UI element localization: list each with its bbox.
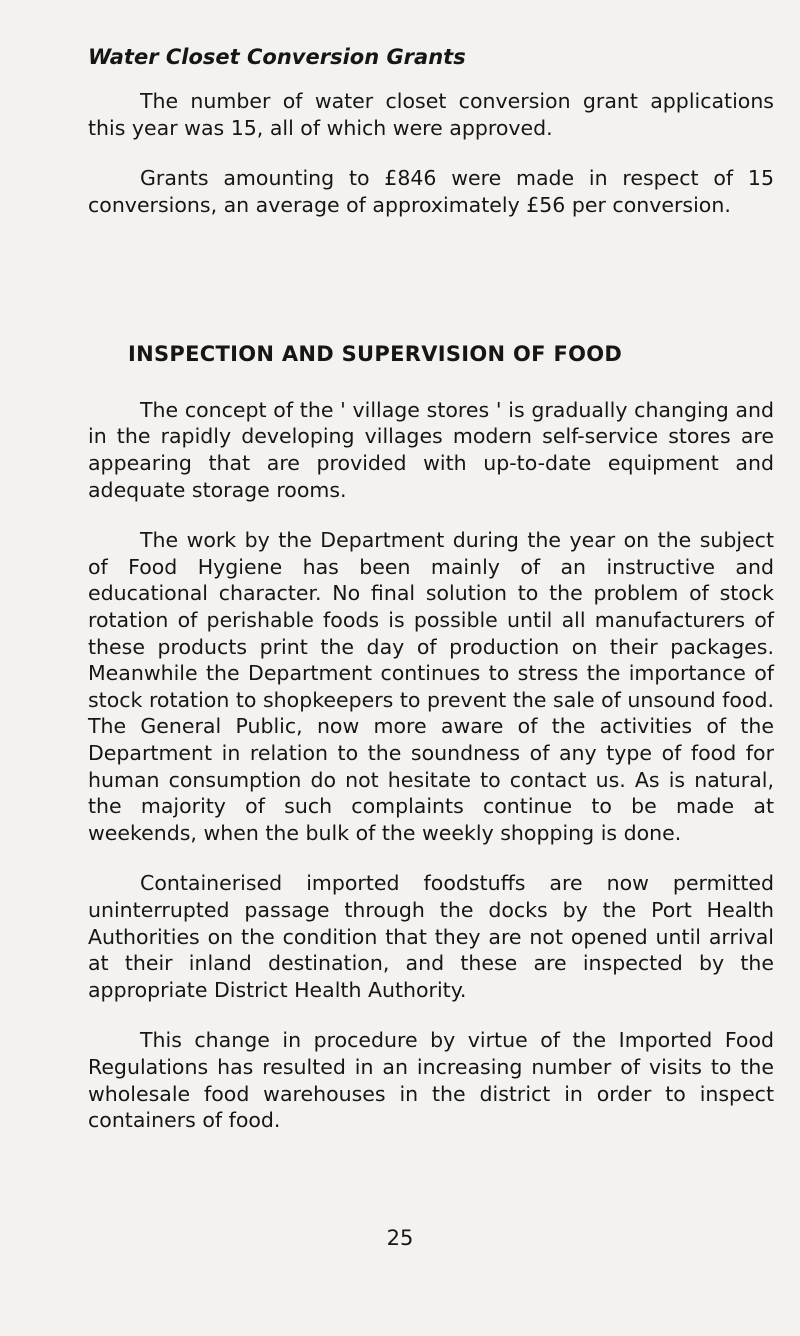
- paragraph-grants-amount: Grants amounting to £846 were made in respect of 15 conversions, an average of approximately £56 per conversion.: [88, 166, 774, 218]
- section-heading-wc-grants: Water Closet Conversion Grants: [88, 45, 466, 69]
- paragraph-applications: The number of water closet conversion grant applications this year was 15, all of which were approved.: [88, 89, 774, 140]
- paragraph-village-stores: The concept of the ' village stores ' is gradually changing and in the rapidly developing villages modern self-service stores are appearing that are provided with up-to-date equipment and adequate storage rooms.: [88, 397, 774, 502]
- paragraph-procedure-change: This change in procedure by virtue of the Imported Food Regulations has resulted in an increasing number of visits to the wholesale food warehouses in the district in order to inspect containers of food.: [88, 1028, 774, 1133]
- section-heading-food-inspection: INSPECTION AND SUPERVISION OF FOOD: [128, 341, 623, 366]
- paragraph-containerised-imports: Containerised imported foodstuffs are now permitted uninterrupted passage through the docks by the Port Health Authorities on the condition that they are not opened until arrival at their inland destination, and these are inspected by the appropriate District Health Authority.: [88, 871, 774, 1002]
- paragraph-food-hygiene: The work by the Department during the year on the subject of Food Hygiene has been mainly of an instructive and educational character. No final solution to the problem of stock rotation of perishable foods is possible until all manufacturers of these products print the day of production on their packages. Meanwhile the Department continues to stress the importance of stock rotation to shopkeepers to prevent the sale of unsound food. The General Public, now more aware of the activities of the Department in relation to the soundness of any type of food for human consumption do not hesitate to contact us. As is natural, the majority of such complaints continue to be made at weekends, when the bulk of the weekly shopping is done.: [88, 528, 774, 845]
- page-number: 25: [386, 1226, 414, 1250]
- document-page: [88, 44, 774, 1134]
